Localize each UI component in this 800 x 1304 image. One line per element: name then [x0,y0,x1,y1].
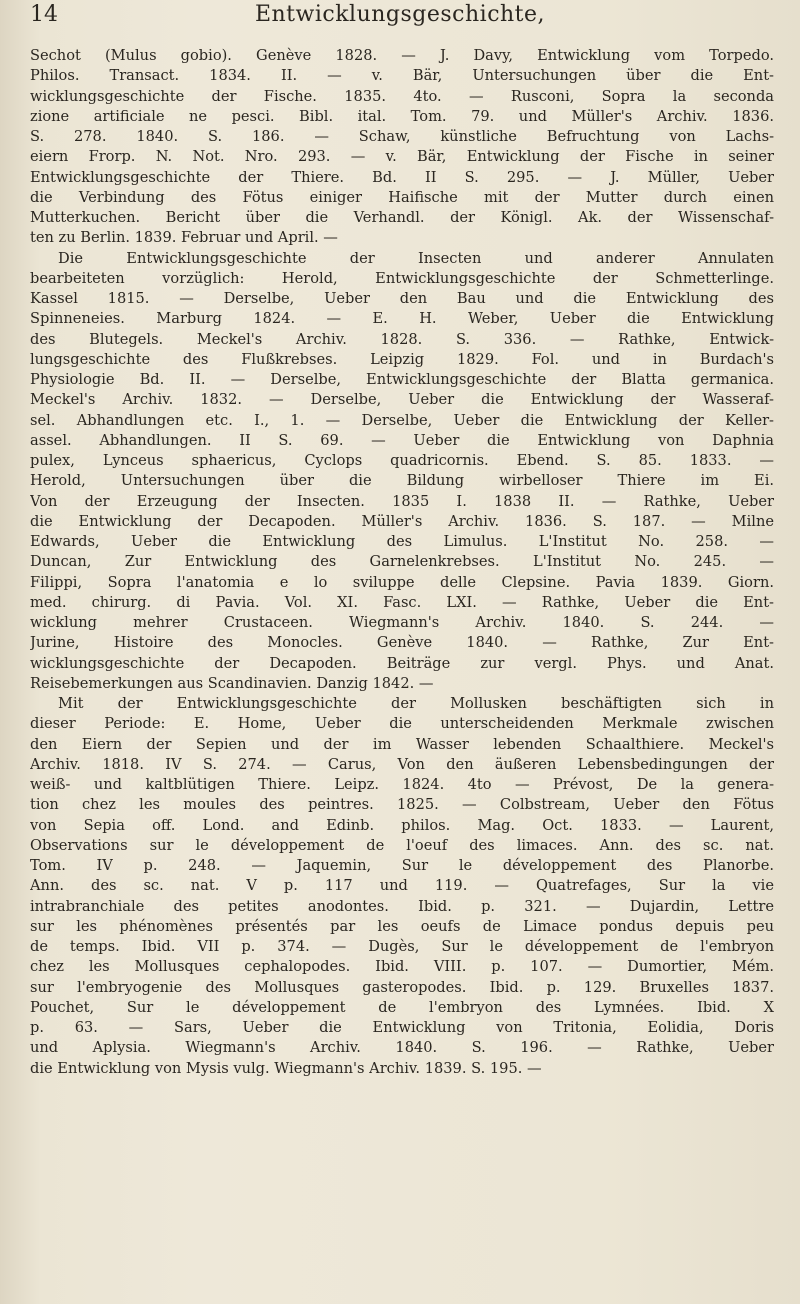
text-line: Archiv. 1818. IV S. 274. — Carus, Von den äußeren Lebensbedingungen der [30,755,774,773]
text-line: eiern Frorp. N. Not. Nro. 293. — v. Bär, Entwicklung der Fische in seiner [30,148,774,166]
text-line: des Blutegels. Meckel's Archiv. 1828. S. 336. — Rathke, Entwick- [30,330,774,348]
text-line: Observations sur le développement de l'oeuf des limaces. Ann. des sc. nat. [30,836,774,854]
text-line: lungsgeschichte des Flußkrebses. Leipzig 1829. Fol. und in Burdach's [30,350,774,368]
text-line: chez les Mollusques cephalopodes. Ibid. VIII. p. 107. — Dumortier, Mém. [30,958,774,976]
page-header [30,2,770,38]
text-line: Physiologie Bd. II. — Derselbe, Entwicklungsgeschichte der Blatta germanica. [30,371,774,388]
text-line: S. 278. 1840. S. 186. — Schaw, künstliche Befruchtung von Lachs- [30,128,774,145]
text-line: Mutterkuchen. Bericht über die Verhandl. der Königl. Ak. der Wissenschaf- [30,209,774,226]
text-line: die Verbindung des Fötus einiger Haifische mit der Mutter durch einen [30,188,774,206]
text-line: den Eiern der Sepien und der im Wasser lebenden Schaalthiere. Meckel's [30,735,774,753]
text-line: Meckel's Archiv. 1832. — Derselbe, Ueber die Entwicklung der Wasseraf- [30,391,774,409]
text-line: tion chez les moules des peintres. 1825. — Colbstream, Ueber den Fötus [30,796,774,814]
text-line: wicklungsgeschichte der Decapoden. Beiträge zur vergl. Phys. und Anat. [30,654,774,672]
page-number: 14 [30,2,58,27]
text-line: p. 63. — Sars, Ueber die Entwicklung von Tritonia, Eolidia, Doris [30,1019,774,1036]
text-line: Sechot (Mulus gobio). Genève 1828. — J. Davy, Entwicklung vom Torpedo. [30,47,774,64]
text-line: intrabranchiale des petites anodontes. Ibid. p. 321. — Dujardin, Lettre [30,897,774,915]
text-line: Filippi, Sopra l'anatomia e lo sviluppe delle Clepsine. Pavia 1839. Giorn. [30,573,774,591]
text-line: Tom. IV p. 248. — Jaquemin, Sur le développement des Planorbe. [30,857,774,874]
text-line: ten zu Berlin. 1839. Februar und April. — [30,229,338,247]
running-title: Entwicklungsgeschichte, [254,2,546,27]
text-line: zione artificiale ne pesci. Bibl. ital. Tom. 79. und Müller's Archiv. 1836. [30,107,774,125]
text-line: Spinneneies. Marburg 1824. — E. H. Weber, Ueber die Entwicklung [30,310,774,328]
text-line: sel. Abhandlungen etc. I., 1. — Derselbe, Ueber die Entwicklung der Keller- [30,411,774,429]
text-line: dieser Periode: E. Home, Ueber die unterscheidenden Merkmale zwischen [30,715,774,733]
text-line: de temps. Ibid. VII p. 374. — Dugès, Sur le développement de l'embryon [30,938,774,955]
text-line: sur les phénomènes présentés par les oeufs de Limace pondus depuis peu [30,917,774,935]
text-line: und Aplysia. Wiegmann's Archiv. 1840. S. 196. — Rathke, Ueber [30,1039,774,1057]
text-line: Entwicklungsgeschichte der Thiere. Bd. II S. 295. — J. Müller, Ueber [30,168,774,186]
text-line: Mit der Entwicklungsgeschichte der Mollusken beschäftigten sich in [58,695,774,712]
text-line: sur l'embryogenie des Mollusques gasteropodes. Ibid. p. 129. Bruxelles 1837. [30,978,774,996]
text-line: wicklungsgeschichte der Fische. 1835. 4to. — Rusconi, Sopra la seconda [30,87,774,105]
body-text [30,46,774,1079]
text-line: Pouchet, Sur le développement de l'embryon des Lymnées. Ibid. X [30,998,774,1016]
text-line: weiß- und kaltblütigen Thiere. Leipz. 1824. 4to — Prévost, De la genera- [30,776,774,793]
text-line: die Entwicklung der Decapoden. Müller's Archiv. 1836. S. 187. — Milne [30,512,774,530]
text-line: Jurine, Histoire des Monocles. Genève 1840. — Rathke, Zur Ent- [30,634,774,652]
text-line: Edwards, Ueber die Entwicklung des Limulus. L'Institut No. 258. — [30,533,774,550]
text-line: Reisebemerkungen aus Scandinavien. Danzig 1842. — [30,674,434,692]
text-line: Duncan, Zur Entwicklung des Garnelenkrebses. L'Institut No. 245. — [30,553,774,571]
text-line: Philos. Transact. 1834. II. — v. Bär, Untersuchungen über die Ent- [30,67,774,85]
text-line: assel. Abhandlungen. II S. 69. — Ueber die Entwicklung von Daphnia [30,431,774,449]
text-line: Die Entwicklungsgeschichte der Insecten und anderer Annulaten [58,249,774,267]
text-line: Kassel 1815. — Derselbe, Ueber den Bau und die Entwicklung des [30,290,774,307]
text-line: bearbeiteten vorzüglich: Herold, Entwicklungsgeschichte der Schmetterlinge. [30,269,774,287]
text-line: Von der Erzeugung der Insecten. 1835 I. 1838 II. — Rathke, Ueber [30,492,774,510]
text-line: wicklung mehrer Crustaceen. Wiegmann's Archiv. 1840. S. 244. — [30,614,774,631]
text-line: med. chirurg. di Pavia. Vol. XI. Fasc. LXI. — Rathke, Ueber die Ent- [30,593,774,611]
text-line: die Entwicklung von Mysis vulg. Wiegmann's Archiv. 1839. S. 195. — [30,1059,542,1077]
text-line: von Sepia off. Lond. and Edinb. philos. Mag. Oct. 1833. — Laurent, [30,816,774,834]
text-line: pulex, Lynceus sphaericus, Cyclops quadricornis. Ebend. S. 85. 1833. — [30,452,774,469]
text-line: Herold, Untersuchungen über die Bildung wirbelloser Thiere im Ei. [30,472,774,490]
text-line: Ann. des sc. nat. V p. 117 und 119. — Quatrefages, Sur la vie [30,877,774,895]
